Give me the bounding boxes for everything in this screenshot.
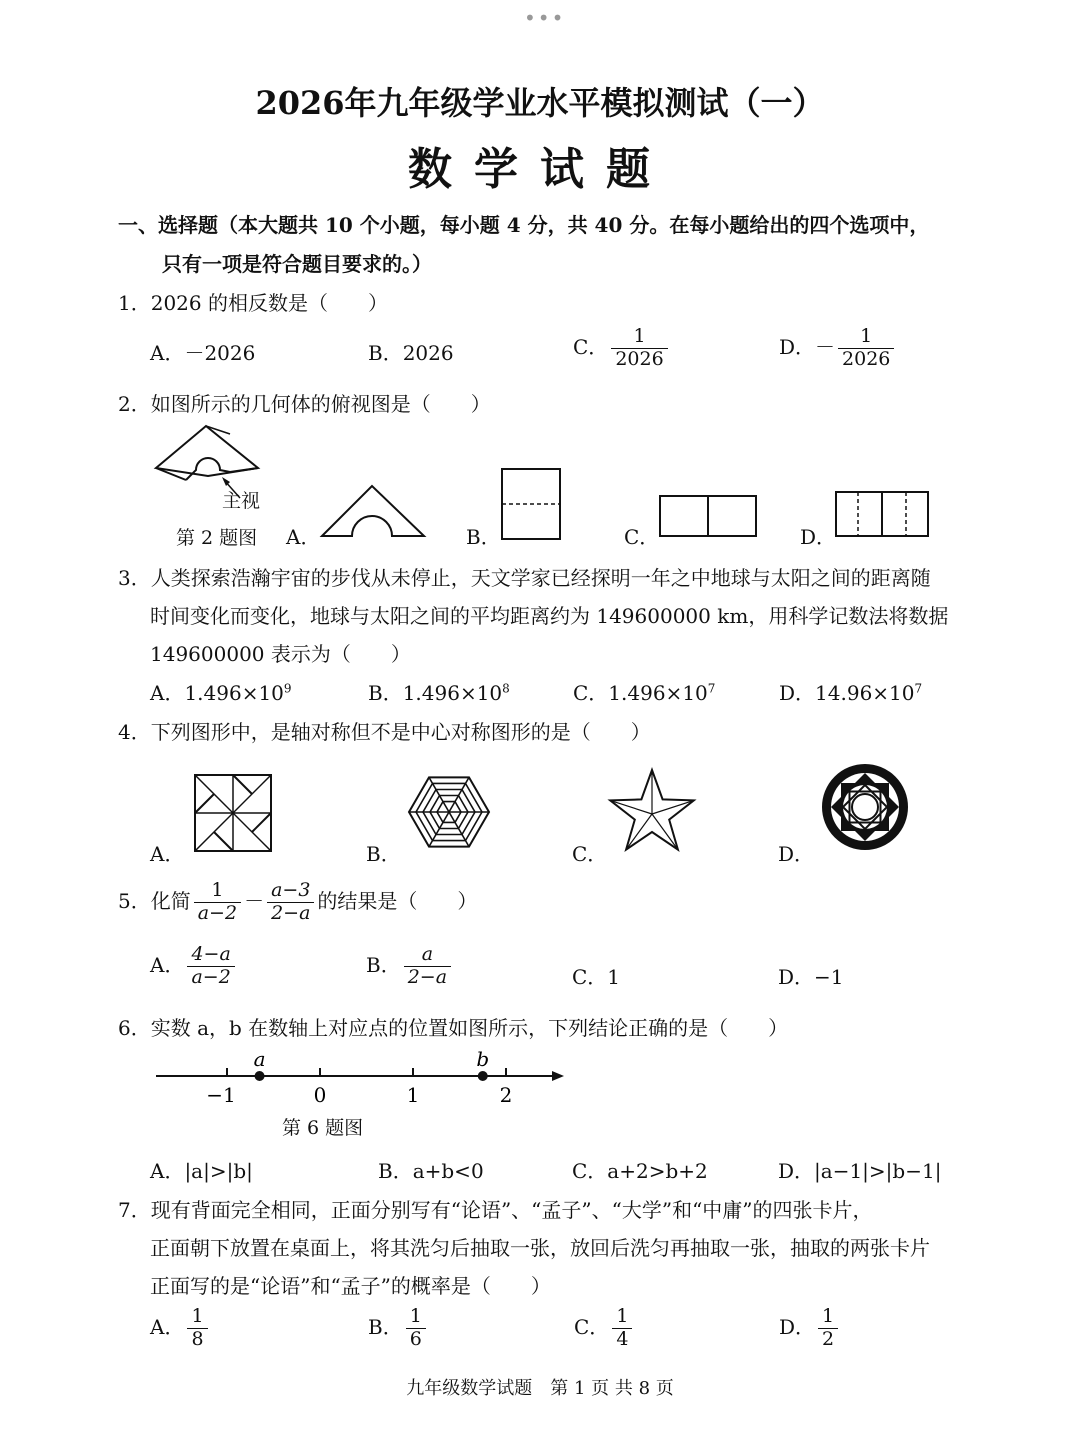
q7-b-num: 1	[409, 1305, 422, 1327]
q7-d-label: D．	[779, 1314, 816, 1339]
q5-fraction-2	[267, 880, 314, 925]
q4-ring-pattern-figure	[820, 762, 910, 852]
q7-a-label: A．	[150, 1314, 185, 1339]
q6-option-b: B．a+b<0	[378, 1159, 484, 1183]
q4-option-a: A．	[150, 842, 185, 866]
q7-a-num: 1	[191, 1305, 204, 1327]
q5-f1-den: a−2	[194, 902, 241, 925]
q1-d-sign: －	[815, 334, 836, 359]
q4-option-b: B．	[366, 842, 401, 866]
q6-label-b: b	[476, 1047, 490, 1071]
q7-option-a	[150, 1306, 211, 1351]
q4-option-c: C．	[572, 842, 608, 866]
q6-point-a	[255, 1071, 265, 1081]
q7-line3: 正面写的是“论语”和“孟子”的概率是（ ）	[150, 1274, 551, 1298]
exam-subtitle: 数学试题	[408, 144, 672, 195]
q5-a-num: 4−a	[191, 943, 231, 965]
q6-tick-label-1: 1	[406, 1083, 420, 1107]
q6-tick-label-minus1: −1	[206, 1083, 236, 1107]
q1-option-a: A．－2026	[150, 341, 256, 365]
q5-option-d: D．−1	[778, 965, 844, 989]
q3-a-base: A．1.496×10	[150, 681, 284, 705]
q7-b-fraction	[406, 1306, 426, 1351]
q4-hexagon-web-figure	[406, 770, 492, 854]
q5-b-den: 2−a	[404, 966, 451, 989]
q2-front-view-label: 主视	[222, 490, 261, 512]
q7-option-c	[574, 1306, 635, 1351]
q6-option-c: C．a+2>b+2	[572, 1159, 708, 1183]
q7-a-fraction	[187, 1306, 207, 1351]
q5-f1-num: 1	[211, 879, 224, 901]
q6-stem: 6．实数 a，b 在数轴上对应点的位置如图所示，下列结论正确的是（ ）	[118, 1016, 789, 1040]
q5-stem	[118, 880, 477, 925]
section-header-line1: 一、选择题（本大题共 10 个小题，每小题 4 分，共 40 分。在每小题给出的四个选项中，	[118, 213, 930, 237]
q3-a-exp: 9	[283, 681, 292, 696]
q2-option-b-figure	[500, 467, 562, 541]
q6-option-d: D．|a−1|>|b−1|	[778, 1159, 942, 1183]
q6-axis-arrow	[552, 1071, 564, 1081]
q1-d-num: 1	[860, 325, 873, 347]
q2-option-d: D．	[800, 525, 837, 549]
q1-c-label: C．	[573, 334, 609, 359]
q3-line3: 149600000 表示为（ ）	[150, 642, 411, 666]
top-dots: •••	[524, 6, 566, 30]
q5-b-label: B．	[366, 952, 401, 977]
q2-option-b: B．	[466, 525, 501, 549]
q2-stem: 2．如图所示的几何体的俯视图是（ ）	[118, 392, 491, 416]
q3-line2: 时间变化而变化，地球与太阳之间的平均距离约为 149600000 km，用科学记数法将数据	[150, 604, 949, 628]
q4-pinwheel-figure	[192, 772, 274, 854]
q1-c-den: 2026	[611, 348, 667, 371]
q2-option-c-figure	[658, 494, 758, 538]
q4-stem: 4．下列图形中，是轴对称但不是中心对称图形的是（ ）	[118, 720, 651, 744]
q3-option-b	[368, 677, 510, 706]
q2-option-c: C．	[624, 525, 660, 549]
exam-title: 2026年九年级学业水平模拟测试（一）	[255, 84, 825, 122]
q6-tick-label-0: 0	[313, 1083, 327, 1107]
q7-c-den: 4	[612, 1328, 632, 1351]
q5-prefix: 5．化简	[118, 888, 191, 913]
q6-option-a: A．|a|>|b|	[150, 1159, 253, 1183]
q5-f2-num: a−3	[271, 879, 311, 901]
q5-minus: －	[244, 888, 265, 913]
q2-figure-caption: 第 2 题图	[176, 527, 258, 549]
q7-b-den: 6	[406, 1328, 426, 1351]
q7-d-num: 1	[822, 1305, 835, 1327]
q5-option-c: C．1	[572, 965, 621, 989]
q5-suffix: 的结果是（ ）	[317, 888, 478, 913]
q2-option-a-figure	[320, 482, 428, 540]
q1-option-d	[779, 326, 897, 371]
q5-a-fraction	[187, 944, 234, 989]
q5-fraction-1	[194, 880, 241, 925]
page-footer: 九年级数学试题 第 1 页 共 8 页	[406, 1378, 674, 1399]
q1-c-num: 1	[633, 325, 646, 347]
q1-c-fraction	[611, 326, 667, 371]
q3-d-exp: 7	[914, 681, 923, 696]
q6-tick-label-2: 2	[499, 1083, 513, 1107]
q5-b-num: a	[421, 943, 434, 965]
q3-line1: 3．人类探索浩瀚宇宙的步伐从未停止，天文学家已经探明一年之中地球与太阳之间的距离随	[118, 566, 931, 590]
q1-d-label: D．	[779, 334, 816, 359]
q3-c-base: C．1.496×10	[573, 681, 708, 705]
q7-c-label: C．	[574, 1314, 610, 1339]
q5-f2-den: 2−a	[267, 902, 314, 925]
q7-line1: 7．现有背面完全相同，正面分别写有“论语”、“孟子”、“大学”和“中庸”的四张卡片，	[118, 1198, 873, 1222]
q3-d-base: D．14.96×10	[779, 681, 915, 705]
q3-c-exp: 7	[707, 681, 716, 696]
q5-a-den: a−2	[187, 966, 234, 989]
q4-star-figure	[606, 768, 698, 856]
q1-d-den: 2026	[838, 348, 894, 371]
q2-option-d-figure	[834, 490, 930, 538]
q7-option-b	[368, 1306, 429, 1351]
q7-b-label: B．	[368, 1314, 403, 1339]
q1-option-b: B．2026	[368, 341, 454, 365]
q7-line2: 正面朝下放置在桌面上，将其洗匀后抽取一张，放回后洗匀再抽取一张，抽取的两张卡片	[150, 1236, 930, 1260]
q1-option-c	[573, 326, 671, 371]
q6-label-a: a	[253, 1047, 266, 1071]
q7-c-fraction	[612, 1306, 632, 1351]
q2-option-a: A．	[286, 525, 321, 549]
q1-stem: 1．2026 的相反数是（ ）	[118, 291, 388, 315]
q7-d-den: 2	[818, 1328, 838, 1351]
q6-figure-caption: 第 6 题图	[282, 1117, 364, 1139]
q7-c-num: 1	[616, 1305, 629, 1327]
section-header-line2: 只有一项是符合题目要求的。）	[162, 252, 432, 276]
q6-point-b	[478, 1071, 488, 1081]
q3-b-exp: 8	[502, 681, 510, 696]
q5-a-label: A．	[150, 952, 185, 977]
q7-option-d	[779, 1306, 841, 1351]
q5-option-b	[366, 944, 454, 989]
q7-a-den: 8	[187, 1328, 207, 1351]
q4-option-d: D．	[778, 842, 815, 866]
q3-option-a	[150, 677, 292, 706]
q3-option-d	[779, 677, 922, 706]
q7-d-fraction	[818, 1306, 838, 1351]
q5-option-a	[150, 944, 238, 989]
q3-option-c	[573, 677, 715, 706]
q3-b-base: B．1.496×10	[368, 681, 503, 705]
q5-b-fraction	[404, 944, 451, 989]
q1-d-fraction	[838, 326, 894, 371]
q6-number-line	[150, 1046, 570, 1110]
